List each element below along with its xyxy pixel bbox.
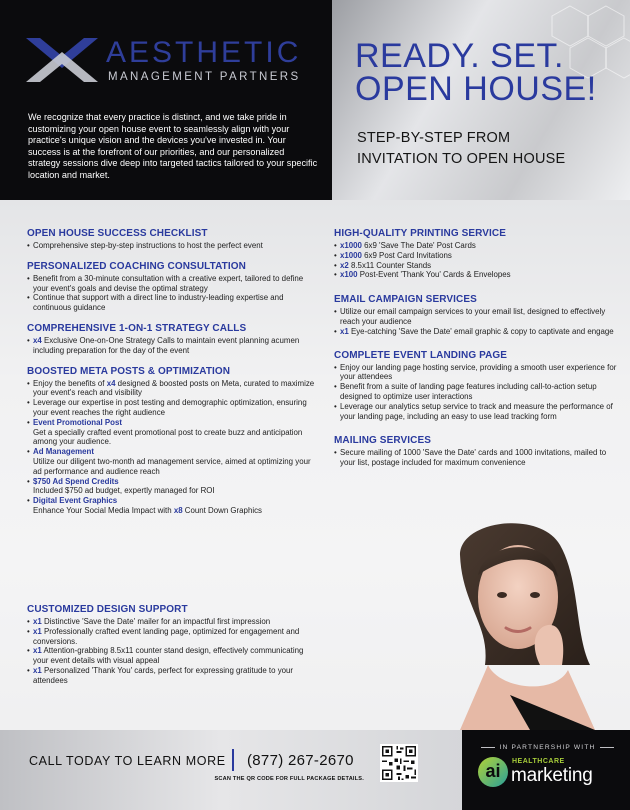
section-title: HIGH-QUALITY PRINTING SERVICE [334,228,506,239]
item-text: 6x9 Post Card Invitations [361,250,452,260]
list-item: • Benefit from a suite of landing page features including call-to-action setup designed to optimize user interactions [334,382,620,402]
divider [232,749,234,771]
healthcare-marketing-logo-icon: ai [478,757,508,787]
list-item [27,336,315,356]
phone-number[interactable]: (877) 267-2670 [247,752,354,769]
list-item [27,646,319,666]
quantity-label: x2 [340,260,349,270]
subheadline [357,128,627,170]
quantity-label: x4 [106,378,116,388]
landing-section [334,350,620,422]
item-label: Event Promotional Post [33,417,123,427]
section-title: PERSONALIZED COACHING CONSULTATION [27,260,246,272]
item-text: designed & boosted posts on Meta, curated to maximize your event's reach and visibility [33,378,315,398]
quantity-label: x1000 [340,250,362,260]
item-label: Digital Event Graphics [33,496,118,506]
email-section [334,294,620,336]
item-text: Post-Event 'Thank You' Cards & Envelopes [357,270,511,280]
right-column [334,228,620,478]
section-title: COMPLETE EVENT LANDING PAGE [334,349,508,361]
list-item [27,627,319,647]
list-item [27,447,315,457]
coaching-section [27,261,315,313]
section-title: CUSTOMIZED DESIGN SUPPORT [27,604,188,615]
quantity-label: x4 [33,335,42,345]
list-item: • Utilize our email campaign services to your email list, designed to effectively reach your audience [334,307,620,327]
list-item: • Comprehensive step-by-step instructions to host the perfect event [27,241,315,251]
section-title: OPEN HOUSE SUCCESS CHECKLIST [27,228,208,239]
list-item [334,251,620,261]
headline-line-1: READY. SET. [355,37,564,75]
printing-section [334,228,620,280]
list-item [27,418,315,428]
list-item [27,379,315,399]
item-text: Attention-grabbing 8.5x11 counter stand design, effectively communicating your event details with visual appeal [33,646,304,666]
partner-logo-small-text: HEALTHCARE [512,758,565,765]
section-title: COMPREHENSIVE 1-ON-1 STRATEGY CALLS [27,322,247,334]
item-text: 8.5x11 Counter Stands [348,260,432,270]
design-section [27,604,319,686]
item-text: Enjoy the benefits of [33,378,107,388]
list-item [27,617,319,627]
call-to-action: CALL TODAY TO LEARN MORE [29,754,226,768]
list-item-detail: Utilize our diligent two-month ad management service, aimed at optimizing your ad performance and audience reach [33,456,311,476]
section-title: MAILING SERVICES [334,435,431,447]
list-item: • Leverage our expertise in post testing and demographic optimization, ensuring your event reaches the right audience [27,398,315,418]
headline-line-2: OPEN HOUSE! [355,70,597,108]
list-item [27,496,315,506]
headline [355,37,625,108]
list-item [334,270,620,280]
item-text: Eye-catching 'Save the Date' email graphic & copy to captivate and engage [348,326,614,336]
quantity-label: x1 [33,646,42,656]
section-title: BOOSTED META POSTS & OPTIMIZATION [27,365,231,377]
list-item-detail [27,506,315,516]
item-text: Enhance Your Social Media Impact with [33,505,174,515]
list-item: • Leverage our analytics setup service to track and measure the performance of your landing page, including an easy to use lead tracking form [334,402,620,422]
quantity-label: x1000 [340,241,362,250]
section-title: EMAIL CAMPAIGN SERVICES [334,294,477,306]
model-portrait-illustration [390,515,630,730]
list-item [27,666,319,686]
list-item: • Continue that support with a direct line to industry-leading expertise and continuous guidance [27,293,315,313]
checklist-section [27,228,315,251]
list-item: • Benefit from a 30-minute consultation with a creative expert, tailored to define your event's goals and devise the optimal strategy [27,274,315,294]
meta-section [27,366,315,516]
list-item [334,327,620,337]
qr-code-icon[interactable] [380,744,418,782]
quantity-label: x1 [33,626,42,636]
list-item-detail: Included $750 ad budget, expertly managed for ROI [33,486,215,496]
item-text: Distinctive 'Save the Date' mailer for an impactful first impression [41,617,271,626]
quantity-label: x8 [173,505,183,515]
brand-name: AESTHETIC [106,36,302,69]
item-text: Count Down Graphics [182,505,262,515]
list-item [334,241,620,251]
item-text: Personalized 'Thank You' cards, perfect for expressing gratitude to your attendees [33,665,294,685]
brand-subtitle: MANAGEMENT PARTNERS [108,71,301,83]
quantity-label: x1 [33,617,42,626]
quantity-label: x1 [340,326,349,336]
list-item [334,261,620,271]
qr-instructions: SCAN THE QR CODE FOR FULL PACKAGE DETAILS. [214,776,364,782]
crossed-chevrons-icon [26,38,98,82]
item-text: Professionally crafted event landing page, optimized for engagement and conversions. [33,626,300,646]
subheadline-line-2: INVITATION TO OPEN HOUSE [357,151,566,167]
mailing-section [334,435,620,468]
list-item: • Secure mailing of 1000 'Save the Date' cards and 1000 invitations, mailed to your list, postage included for maximum convenience [334,448,620,468]
item-label: $750 Ad Spend Credits [33,476,119,486]
left-column [27,228,315,526]
item-text: 6x9 'Save The Date' Post Cards [361,241,476,250]
list-item [27,477,315,487]
intro-paragraph: We recognize that every practice is distinct, and we take pride in customizing your open house event to seamlessly align with your practice's unique vision and the devices you've invested in. Your success is at the forefront of our priorities, and our personalized strategy sessions dive deep into targeted tactics tailored to your specific location and market. [28,112,318,180]
subheadline-line-1: STEP-BY-STEP FROM [357,130,511,146]
item-text: Exclusive One-on-One Strategy Calls to maintain event planning acumen including preparation for the day of the event [33,335,300,355]
quantity-label: x100 [340,270,358,280]
list-item: • Enjoy our landing page hosting service, providing a smooth user experience for your attendees [334,363,620,383]
quantity-label: x1 [33,665,42,675]
list-item-detail: Get a specially crafted event promotional post to create buzz and anticipation among your audience. [33,427,303,447]
partner-label: IN PARTNERSHIP WITH [470,744,625,751]
partner-logo-big-text: marketing [511,765,593,786]
strategy-section [27,323,315,356]
item-label: Ad Management [33,447,94,457]
